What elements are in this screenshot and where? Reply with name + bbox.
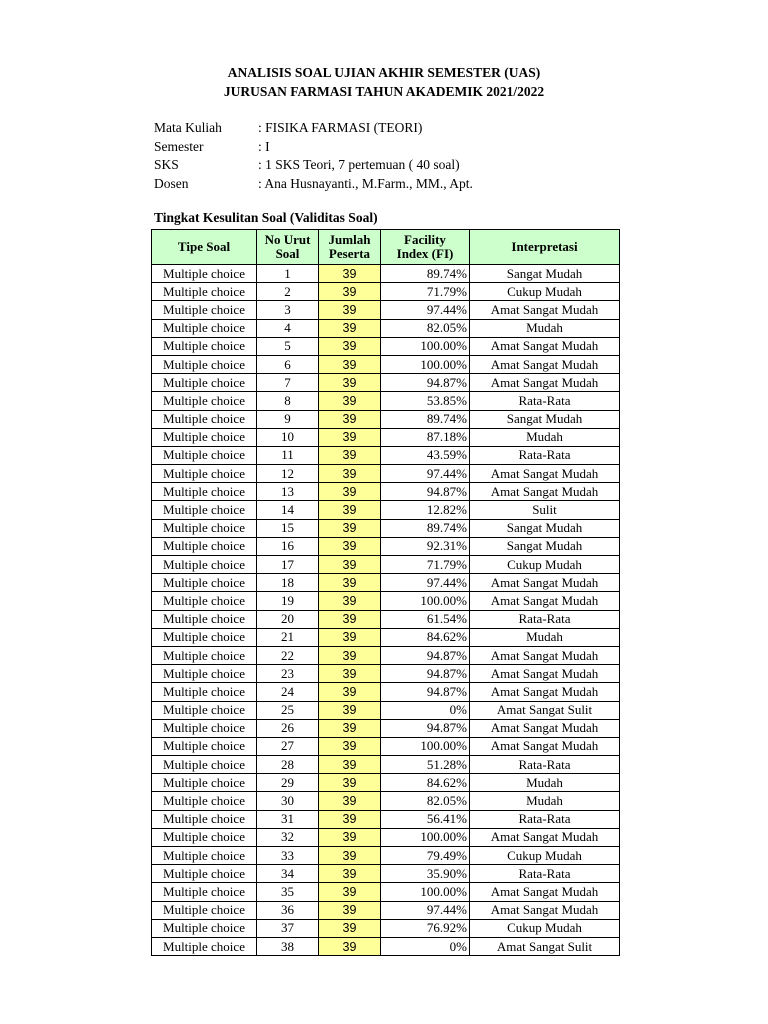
cell-tipe-soal: Multiple choice (152, 937, 257, 955)
cell-tipe-soal: Multiple choice (152, 756, 257, 774)
cell-jumlah-peserta: 39 (319, 737, 381, 755)
cell-jumlah-peserta: 39 (319, 919, 381, 937)
cell-interpretasi: Mudah (470, 428, 620, 446)
cell-facility-index: 97.44% (381, 465, 470, 483)
cell-tipe-soal: Multiple choice (152, 701, 257, 719)
table-row (152, 392, 620, 410)
cell-facility-index: 56.41% (381, 810, 470, 828)
cell-facility-index: 94.87% (381, 646, 470, 664)
cell-no-urut: 26 (257, 719, 319, 737)
header-no-line1: No Urut (264, 232, 311, 247)
cell-facility-index: 87.18% (381, 428, 470, 446)
cell-interpretasi: Amat Sangat Mudah (470, 574, 620, 592)
table-row (152, 465, 620, 483)
cell-jumlah-peserta: 39 (319, 337, 381, 355)
table-row (152, 374, 620, 392)
cell-interpretasi: Mudah (470, 628, 620, 646)
table-row (152, 265, 620, 283)
cell-jumlah-peserta: 39 (319, 537, 381, 555)
cell-no-urut: 9 (257, 410, 319, 428)
cell-jumlah-peserta: 39 (319, 683, 381, 701)
cell-interpretasi: Sangat Mudah (470, 537, 620, 555)
cell-no-urut: 31 (257, 810, 319, 828)
cell-facility-index: 43.59% (381, 446, 470, 464)
cell-interpretasi: Amat Sangat Mudah (470, 901, 620, 919)
cell-interpretasi: Amat Sangat Sulit (470, 701, 620, 719)
difficulty-table (151, 229, 620, 956)
cell-interpretasi: Amat Sangat Mudah (470, 828, 620, 846)
cell-tipe-soal: Multiple choice (152, 683, 257, 701)
cell-jumlah-peserta: 39 (319, 756, 381, 774)
cell-no-urut: 22 (257, 646, 319, 664)
table-row (152, 828, 620, 846)
cell-facility-index: 53.85% (381, 392, 470, 410)
cell-jumlah-peserta: 39 (319, 901, 381, 919)
cell-tipe-soal: Multiple choice (152, 283, 257, 301)
cell-interpretasi: Sangat Mudah (470, 265, 620, 283)
table-row (152, 592, 620, 610)
table-row (152, 556, 620, 574)
cell-no-urut: 21 (257, 628, 319, 646)
cell-interpretasi: Amat Sangat Mudah (470, 592, 620, 610)
cell-jumlah-peserta: 39 (319, 265, 381, 283)
cell-jumlah-peserta: 39 (319, 283, 381, 301)
cell-jumlah-peserta: 39 (319, 319, 381, 337)
table-row (152, 883, 620, 901)
cell-no-urut: 36 (257, 901, 319, 919)
cell-interpretasi: Amat Sangat Mudah (470, 683, 620, 701)
cell-tipe-soal: Multiple choice (152, 865, 257, 883)
cell-interpretasi: Amat Sangat Mudah (470, 374, 620, 392)
course-info-value: : FISIKA FARMASI (TEORI) (258, 120, 423, 135)
cell-tipe-soal: Multiple choice (152, 737, 257, 755)
cell-jumlah-peserta: 39 (319, 483, 381, 501)
cell-tipe-soal: Multiple choice (152, 483, 257, 501)
cell-facility-index: 97.44% (381, 901, 470, 919)
cell-tipe-soal: Multiple choice (152, 592, 257, 610)
cell-interpretasi: Cukup Mudah (470, 283, 620, 301)
table-row (152, 719, 620, 737)
cell-interpretasi: Amat Sangat Mudah (470, 883, 620, 901)
table-row (152, 683, 620, 701)
cell-facility-index: 100.00% (381, 883, 470, 901)
header-jumlah-line2: Peserta (328, 246, 371, 261)
cell-no-urut: 5 (257, 337, 319, 355)
cell-tipe-soal: Multiple choice (152, 337, 257, 355)
cell-tipe-soal: Multiple choice (152, 301, 257, 319)
cell-facility-index: 92.31% (381, 537, 470, 555)
cell-no-urut: 16 (257, 537, 319, 555)
cell-facility-index: 82.05% (381, 319, 470, 337)
cell-no-urut: 18 (257, 574, 319, 592)
table-row (152, 446, 620, 464)
cell-no-urut: 35 (257, 883, 319, 901)
table-body (152, 265, 620, 956)
course-info-row (154, 175, 473, 194)
cell-facility-index: 61.54% (381, 610, 470, 628)
cell-facility-index: 89.74% (381, 410, 470, 428)
cell-no-urut: 27 (257, 737, 319, 755)
table-row (152, 428, 620, 446)
cell-tipe-soal: Multiple choice (152, 319, 257, 337)
cell-facility-index: 100.00% (381, 337, 470, 355)
cell-facility-index: 0% (381, 701, 470, 719)
cell-tipe-soal: Multiple choice (152, 883, 257, 901)
cell-interpretasi: Cukup Mudah (470, 847, 620, 865)
cell-jumlah-peserta: 39 (319, 592, 381, 610)
table-row (152, 756, 620, 774)
course-info-value: : I (258, 138, 270, 154)
cell-no-urut: 7 (257, 374, 319, 392)
cell-tipe-soal: Multiple choice (152, 428, 257, 446)
course-info-label: Semester (154, 138, 204, 154)
table-row (152, 737, 620, 755)
cell-no-urut: 24 (257, 683, 319, 701)
cell-no-urut: 20 (257, 610, 319, 628)
cell-interpretasi: Cukup Mudah (470, 919, 620, 937)
cell-tipe-soal: Multiple choice (152, 610, 257, 628)
cell-tipe-soal: Multiple choice (152, 392, 257, 410)
cell-no-urut: 38 (257, 937, 319, 955)
cell-no-urut: 34 (257, 865, 319, 883)
cell-interpretasi: Amat Sangat Mudah (470, 301, 620, 319)
cell-jumlah-peserta: 39 (319, 828, 381, 846)
cell-jumlah-peserta: 39 (319, 465, 381, 483)
cell-tipe-soal: Multiple choice (152, 410, 257, 428)
cell-jumlah-peserta: 39 (319, 865, 381, 883)
cell-no-urut: 33 (257, 847, 319, 865)
cell-no-urut: 28 (257, 756, 319, 774)
cell-facility-index: 84.62% (381, 774, 470, 792)
cell-no-urut: 13 (257, 483, 319, 501)
table-row (152, 865, 620, 883)
course-info-label: Mata Kuliah (154, 120, 222, 135)
cell-facility-index: 97.44% (381, 301, 470, 319)
cell-tipe-soal: Multiple choice (152, 919, 257, 937)
cell-no-urut: 30 (257, 792, 319, 810)
cell-no-urut: 11 (257, 446, 319, 464)
document-title-line1: ANALISIS SOAL UJIAN AKHIR SEMESTER (UAS) (227, 65, 541, 80)
table-header-row (152, 230, 620, 265)
cell-tipe-soal: Multiple choice (152, 355, 257, 373)
cell-tipe-soal: Multiple choice (152, 628, 257, 646)
cell-tipe-soal: Multiple choice (152, 556, 257, 574)
cell-facility-index: 94.87% (381, 719, 470, 737)
cell-facility-index: 94.87% (381, 483, 470, 501)
cell-interpretasi: Amat Sangat Mudah (470, 737, 620, 755)
table-row (152, 646, 620, 664)
cell-facility-index: 100.00% (381, 737, 470, 755)
cell-no-urut: 29 (257, 774, 319, 792)
table-row (152, 537, 620, 555)
cell-facility-index: 82.05% (381, 792, 470, 810)
cell-interpretasi: Amat Sangat Mudah (470, 719, 620, 737)
cell-facility-index: 94.87% (381, 683, 470, 701)
header-facility-index (381, 230, 470, 265)
cell-jumlah-peserta: 39 (319, 610, 381, 628)
cell-facility-index: 51.28% (381, 756, 470, 774)
cell-no-urut: 15 (257, 519, 319, 537)
cell-interpretasi: Sangat Mudah (470, 519, 620, 537)
cell-no-urut: 2 (257, 283, 319, 301)
header-fi-line2: Index (FI) (396, 246, 454, 261)
cell-facility-index: 89.74% (381, 519, 470, 537)
cell-jumlah-peserta: 39 (319, 883, 381, 901)
header-jumlah-peserta (319, 230, 381, 265)
cell-tipe-soal: Multiple choice (152, 665, 257, 683)
cell-tipe-soal: Multiple choice (152, 828, 257, 846)
cell-facility-index: 79.49% (381, 847, 470, 865)
cell-jumlah-peserta: 39 (319, 937, 381, 955)
table-row (152, 792, 620, 810)
cell-tipe-soal: Multiple choice (152, 446, 257, 464)
cell-tipe-soal: Multiple choice (152, 792, 257, 810)
cell-no-urut: 32 (257, 828, 319, 846)
cell-jumlah-peserta: 39 (319, 792, 381, 810)
cell-facility-index: 84.62% (381, 628, 470, 646)
header-jumlah-line1: Jumlah (328, 232, 371, 247)
cell-jumlah-peserta: 39 (319, 355, 381, 373)
header-tipe-soal: Tipe Soal (152, 230, 257, 265)
table-row (152, 283, 620, 301)
cell-jumlah-peserta: 39 (319, 519, 381, 537)
cell-no-urut: 37 (257, 919, 319, 937)
table-row (152, 519, 620, 537)
cell-no-urut: 10 (257, 428, 319, 446)
table-row (152, 701, 620, 719)
cell-no-urut: 12 (257, 465, 319, 483)
table-row (152, 774, 620, 792)
cell-tipe-soal: Multiple choice (152, 501, 257, 519)
cell-jumlah-peserta: 39 (319, 810, 381, 828)
cell-facility-index: 89.74% (381, 265, 470, 283)
cell-facility-index: 94.87% (381, 374, 470, 392)
cell-jumlah-peserta: 39 (319, 574, 381, 592)
cell-interpretasi: Amat Sangat Mudah (470, 337, 620, 355)
cell-facility-index: 100.00% (381, 355, 470, 373)
cell-jumlah-peserta: 39 (319, 665, 381, 683)
cell-tipe-soal: Multiple choice (152, 465, 257, 483)
cell-interpretasi: Amat Sangat Mudah (470, 646, 620, 664)
cell-interpretasi: Cukup Mudah (470, 556, 620, 574)
cell-jumlah-peserta: 39 (319, 646, 381, 664)
cell-interpretasi: Rata-Rata (470, 865, 620, 883)
cell-interpretasi: Rata-Rata (470, 610, 620, 628)
section-title: Tingkat Kesulitan Soal (Validitas Soal) (154, 210, 378, 225)
cell-tipe-soal: Multiple choice (152, 265, 257, 283)
cell-interpretasi: Amat Sangat Sulit (470, 937, 620, 955)
cell-jumlah-peserta: 39 (319, 301, 381, 319)
cell-no-urut: 1 (257, 265, 319, 283)
cell-jumlah-peserta: 39 (319, 392, 381, 410)
table-row (152, 501, 620, 519)
cell-tipe-soal: Multiple choice (152, 774, 257, 792)
cell-interpretasi: Amat Sangat Mudah (470, 665, 620, 683)
cell-no-urut: 25 (257, 701, 319, 719)
cell-no-urut: 23 (257, 665, 319, 683)
table-row (152, 901, 620, 919)
table-row (152, 919, 620, 937)
cell-no-urut: 19 (257, 592, 319, 610)
course-info-label: SKS (154, 157, 179, 172)
table-row (152, 610, 620, 628)
document-title-line2: JURUSAN FARMASI TAHUN AKADEMIK 2021/2022 (223, 84, 545, 99)
cell-no-urut: 6 (257, 355, 319, 373)
cell-interpretasi: Rata-Rata (470, 446, 620, 464)
header-interpretasi: Interpretasi (470, 230, 620, 265)
cell-interpretasi: Sangat Mudah (470, 410, 620, 428)
cell-interpretasi: Mudah (470, 319, 620, 337)
cell-no-urut: 4 (257, 319, 319, 337)
cell-tipe-soal: Multiple choice (152, 646, 257, 664)
cell-no-urut: 8 (257, 392, 319, 410)
cell-no-urut: 17 (257, 556, 319, 574)
cell-facility-index: 35.90% (381, 865, 470, 883)
cell-facility-index: 71.79% (381, 283, 470, 301)
header-no-line2: Soal (275, 246, 300, 261)
course-info-value: : 1 SKS Teori, 7 pertemuan ( 40 soal) (258, 157, 460, 172)
cell-jumlah-peserta: 39 (319, 501, 381, 519)
cell-interpretasi: Rata-Rata (470, 810, 620, 828)
cell-interpretasi: Amat Sangat Mudah (470, 355, 620, 373)
cell-tipe-soal: Multiple choice (152, 519, 257, 537)
course-info (154, 119, 473, 193)
table-row (152, 410, 620, 428)
cell-interpretasi: Rata-Rata (470, 756, 620, 774)
cell-jumlah-peserta: 39 (319, 701, 381, 719)
cell-jumlah-peserta: 39 (319, 374, 381, 392)
table-row (152, 337, 620, 355)
cell-interpretasi: Amat Sangat Mudah (470, 483, 620, 501)
cell-jumlah-peserta: 39 (319, 847, 381, 865)
cell-tipe-soal: Multiple choice (152, 574, 257, 592)
cell-facility-index: 12.82% (381, 501, 470, 519)
course-info-row (154, 138, 473, 157)
cell-tipe-soal: Multiple choice (152, 901, 257, 919)
header-no-urut (257, 230, 319, 265)
course-info-row (154, 156, 473, 175)
cell-tipe-soal: Multiple choice (152, 374, 257, 392)
table-row (152, 319, 620, 337)
cell-jumlah-peserta: 39 (319, 628, 381, 646)
cell-jumlah-peserta: 39 (319, 719, 381, 737)
cell-facility-index: 71.79% (381, 556, 470, 574)
table-row (152, 628, 620, 646)
cell-facility-index: 100.00% (381, 592, 470, 610)
table-row (152, 483, 620, 501)
cell-facility-index: 0% (381, 937, 470, 955)
table-row (152, 847, 620, 865)
cell-no-urut: 14 (257, 501, 319, 519)
cell-interpretasi: Mudah (470, 792, 620, 810)
table-row (152, 574, 620, 592)
cell-jumlah-peserta: 39 (319, 556, 381, 574)
cell-jumlah-peserta: 39 (319, 446, 381, 464)
table-row (152, 301, 620, 319)
cell-facility-index: 94.87% (381, 665, 470, 683)
cell-facility-index: 97.44% (381, 574, 470, 592)
cell-tipe-soal: Multiple choice (152, 810, 257, 828)
cell-tipe-soal: Multiple choice (152, 847, 257, 865)
cell-no-urut: 3 (257, 301, 319, 319)
header-fi-line1: Facility (404, 232, 446, 247)
table-row (152, 355, 620, 373)
table-row (152, 810, 620, 828)
cell-interpretasi: Sulit (470, 501, 620, 519)
table-row (152, 937, 620, 955)
table-row (152, 665, 620, 683)
cell-jumlah-peserta: 39 (319, 410, 381, 428)
cell-interpretasi: Mudah (470, 774, 620, 792)
cell-interpretasi: Rata-Rata (470, 392, 620, 410)
cell-tipe-soal: Multiple choice (152, 537, 257, 555)
course-info-value: : Ana Husnayanti., M.Farm., MM., Apt. (258, 175, 473, 191)
course-info-row (154, 119, 473, 138)
cell-tipe-soal: Multiple choice (152, 719, 257, 737)
cell-facility-index: 76.92% (381, 919, 470, 937)
course-info-label: Dosen (154, 175, 189, 191)
cell-jumlah-peserta: 39 (319, 774, 381, 792)
cell-jumlah-peserta: 39 (319, 428, 381, 446)
cell-facility-index: 100.00% (381, 828, 470, 846)
cell-interpretasi: Amat Sangat Mudah (470, 465, 620, 483)
